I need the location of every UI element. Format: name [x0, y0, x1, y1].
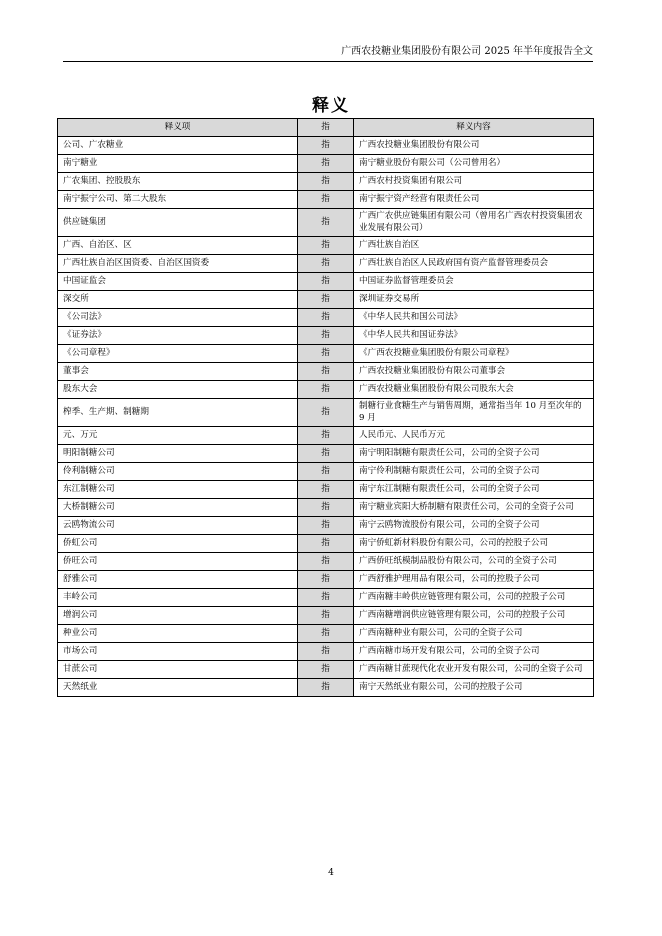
row-definition: 广西壮族自治区人民政府国有资产监督管理委员会: [354, 254, 594, 272]
row-mid: 指: [298, 290, 354, 308]
row-term: 天然纸业: [58, 678, 298, 696]
row-definition: 广西广农供应链集团有限公司（曾用名广西农村投资集团农业发展有限公司）: [354, 209, 594, 237]
table-row: [58, 362, 594, 380]
row-term: 深交所: [58, 290, 298, 308]
row-definition: 广西农村投资集团有限公司: [354, 173, 594, 191]
row-definition: 广西侨旺纸模制品股份有限公司，公司的全资子公司: [354, 552, 594, 570]
row-term: 丰岭公司: [58, 588, 298, 606]
table-row: [58, 137, 594, 155]
table-row: [58, 398, 594, 426]
table-row: [58, 642, 594, 660]
row-definition: 南宁云鸥物流股份有限公司，公司的全资子公司: [354, 516, 594, 534]
row-term: 广西壮族自治区国资委、自治区国资委: [58, 254, 298, 272]
table-row: [58, 155, 594, 173]
table-row: [58, 236, 594, 254]
row-definition: 广西南糖丰岭供应链管理有限公司，公司的控股子公司: [354, 588, 594, 606]
row-mid: 指: [298, 362, 354, 380]
row-term: 侨虹公司: [58, 534, 298, 552]
row-term: 供应链集团: [58, 209, 298, 237]
row-term: 市场公司: [58, 642, 298, 660]
page-header: 广西农投糖业集团股份有限公司 2025 年半年度报告全文: [63, 45, 593, 62]
row-term: 榨季、生产期、制糖期: [58, 398, 298, 426]
row-definition: 深圳证券交易所: [354, 290, 594, 308]
row-definition: 广西南糖市场开发有限公司，公司的全资子公司: [354, 642, 594, 660]
row-mid: 指: [298, 534, 354, 552]
row-mid: 指: [298, 254, 354, 272]
table-row: [58, 290, 594, 308]
row-mid: 指: [298, 272, 354, 290]
page-title: 释义: [312, 96, 350, 116]
row-term: 南宁振宁公司、第二大股东: [58, 191, 298, 209]
row-term: 甘蔗公司: [58, 660, 298, 678]
row-mid: 指: [298, 516, 354, 534]
table-row: [58, 254, 594, 272]
table-row: [58, 480, 594, 498]
row-mid: 指: [298, 398, 354, 426]
row-mid: 指: [298, 137, 354, 155]
row-mid: 指: [298, 624, 354, 642]
table-row: [58, 272, 594, 290]
row-mid: 指: [298, 552, 354, 570]
row-mid: 指: [298, 606, 354, 624]
row-definition: 《中华人民共和国公司法》: [354, 308, 594, 326]
row-definition: 广西农投糖业集团股份有限公司: [354, 137, 594, 155]
row-definition: 制糖行业食糖生产与销售周期，通常指当年 10 月至次年的 9 月: [354, 398, 594, 426]
table-row: [58, 534, 594, 552]
row-mid: 指: [298, 444, 354, 462]
row-mid: 指: [298, 480, 354, 498]
row-definition: 广西壮族自治区: [354, 236, 594, 254]
table-row: [58, 380, 594, 398]
header-definition: 释义内容: [354, 119, 594, 137]
row-term: 元、万元: [58, 426, 298, 444]
table-row: [58, 173, 594, 191]
row-term: 公司、广农糖业: [58, 137, 298, 155]
row-definition: 广西舒雅护理用品有限公司，公司的控股子公司: [354, 570, 594, 588]
row-mid: 指: [298, 173, 354, 191]
row-mid: 指: [298, 326, 354, 344]
row-definition: 南宁糖业股份有限公司（公司曾用名）: [354, 155, 594, 173]
table-row: [58, 606, 594, 624]
row-mid: 指: [298, 380, 354, 398]
row-term: 广农集团、控股股东: [58, 173, 298, 191]
table-row: [58, 426, 594, 444]
row-definition: 南宁伶利制糖有限责任公司，公司的全资子公司: [354, 462, 594, 480]
row-term: 云鸥物流公司: [58, 516, 298, 534]
row-mid: 指: [298, 236, 354, 254]
table-row: [58, 209, 594, 237]
row-definition: 广西农投糖业集团股份有限公司股东大会: [354, 380, 594, 398]
row-mid: 指: [298, 191, 354, 209]
row-definition: 南宁糖业宾阳大桥制糖有限责任公司，公司的全资子公司: [354, 498, 594, 516]
row-mid: 指: [298, 642, 354, 660]
row-term: 种业公司: [58, 624, 298, 642]
table-row: [58, 552, 594, 570]
row-definition: 《广西农投糖业集团股份有限公司章程》: [354, 344, 594, 362]
row-definition: 人民币元、人民币万元: [354, 426, 594, 444]
row-definition: 南宁侨虹新材料股份有限公司，公司的控股子公司: [354, 534, 594, 552]
table-row: [58, 344, 594, 362]
row-mid: 指: [298, 570, 354, 588]
row-term: 《公司章程》: [58, 344, 298, 362]
row-term: 南宁糖业: [58, 155, 298, 173]
row-definition: 南宁振宁资产经营有限责任公司: [354, 191, 594, 209]
table-row: [58, 624, 594, 642]
row-definition: 广西南糖增润供应链管理有限公司，公司的控股子公司: [354, 606, 594, 624]
table-row: [58, 498, 594, 516]
row-term: 广西、自治区、区: [58, 236, 298, 254]
row-mid: 指: [298, 155, 354, 173]
row-term: 大桥制糖公司: [58, 498, 298, 516]
table-row: [58, 516, 594, 534]
row-mid: 指: [298, 209, 354, 237]
table-row: [58, 678, 594, 696]
row-mid: 指: [298, 660, 354, 678]
row-term: 股东大会: [58, 380, 298, 398]
row-term: 舒雅公司: [58, 570, 298, 588]
row-term: 增润公司: [58, 606, 298, 624]
row-term: 《公司法》: [58, 308, 298, 326]
row-definition: 南宁明阳制糖有限责任公司，公司的全资子公司: [354, 444, 594, 462]
header-term: 释义项: [58, 119, 298, 137]
row-mid: 指: [298, 344, 354, 362]
row-definition: 南宁东江制糖有限责任公司，公司的全资子公司: [354, 480, 594, 498]
row-definition: 广西南糖甘蔗现代化农业开发有限公司，公司的全资子公司: [354, 660, 594, 678]
table-row: [58, 444, 594, 462]
row-mid: 指: [298, 462, 354, 480]
row-definition: 中国证券监督管理委员会: [354, 272, 594, 290]
row-term: 明阳制糖公司: [58, 444, 298, 462]
table-row: [58, 660, 594, 678]
row-term: 董事会: [58, 362, 298, 380]
header-mid: 指: [298, 119, 354, 137]
table-row: [58, 308, 594, 326]
table-row: [58, 191, 594, 209]
table-row: [58, 462, 594, 480]
page-number: 4: [328, 868, 334, 878]
glossary-table: [57, 118, 594, 697]
table-row: [58, 570, 594, 588]
row-definition: 广西农投糖业集团股份有限公司董事会: [354, 362, 594, 380]
row-term: 《证券法》: [58, 326, 298, 344]
row-definition: 南宁天然纸业有限公司，公司的控股子公司: [354, 678, 594, 696]
row-term: 东江制糖公司: [58, 480, 298, 498]
row-term: 伶利制糖公司: [58, 462, 298, 480]
row-term: 中国证监会: [58, 272, 298, 290]
row-definition: 广西南糖种业有限公司，公司的全资子公司: [354, 624, 594, 642]
row-mid: 指: [298, 498, 354, 516]
row-mid: 指: [298, 426, 354, 444]
table-row: [58, 588, 594, 606]
glossary-body: [58, 137, 594, 697]
row-definition: 《中华人民共和国证券法》: [354, 326, 594, 344]
row-mid: 指: [298, 308, 354, 326]
table-header-row: [58, 119, 594, 137]
row-term: 侨旺公司: [58, 552, 298, 570]
table-row: [58, 326, 594, 344]
row-mid: 指: [298, 588, 354, 606]
row-mid: 指: [298, 678, 354, 696]
